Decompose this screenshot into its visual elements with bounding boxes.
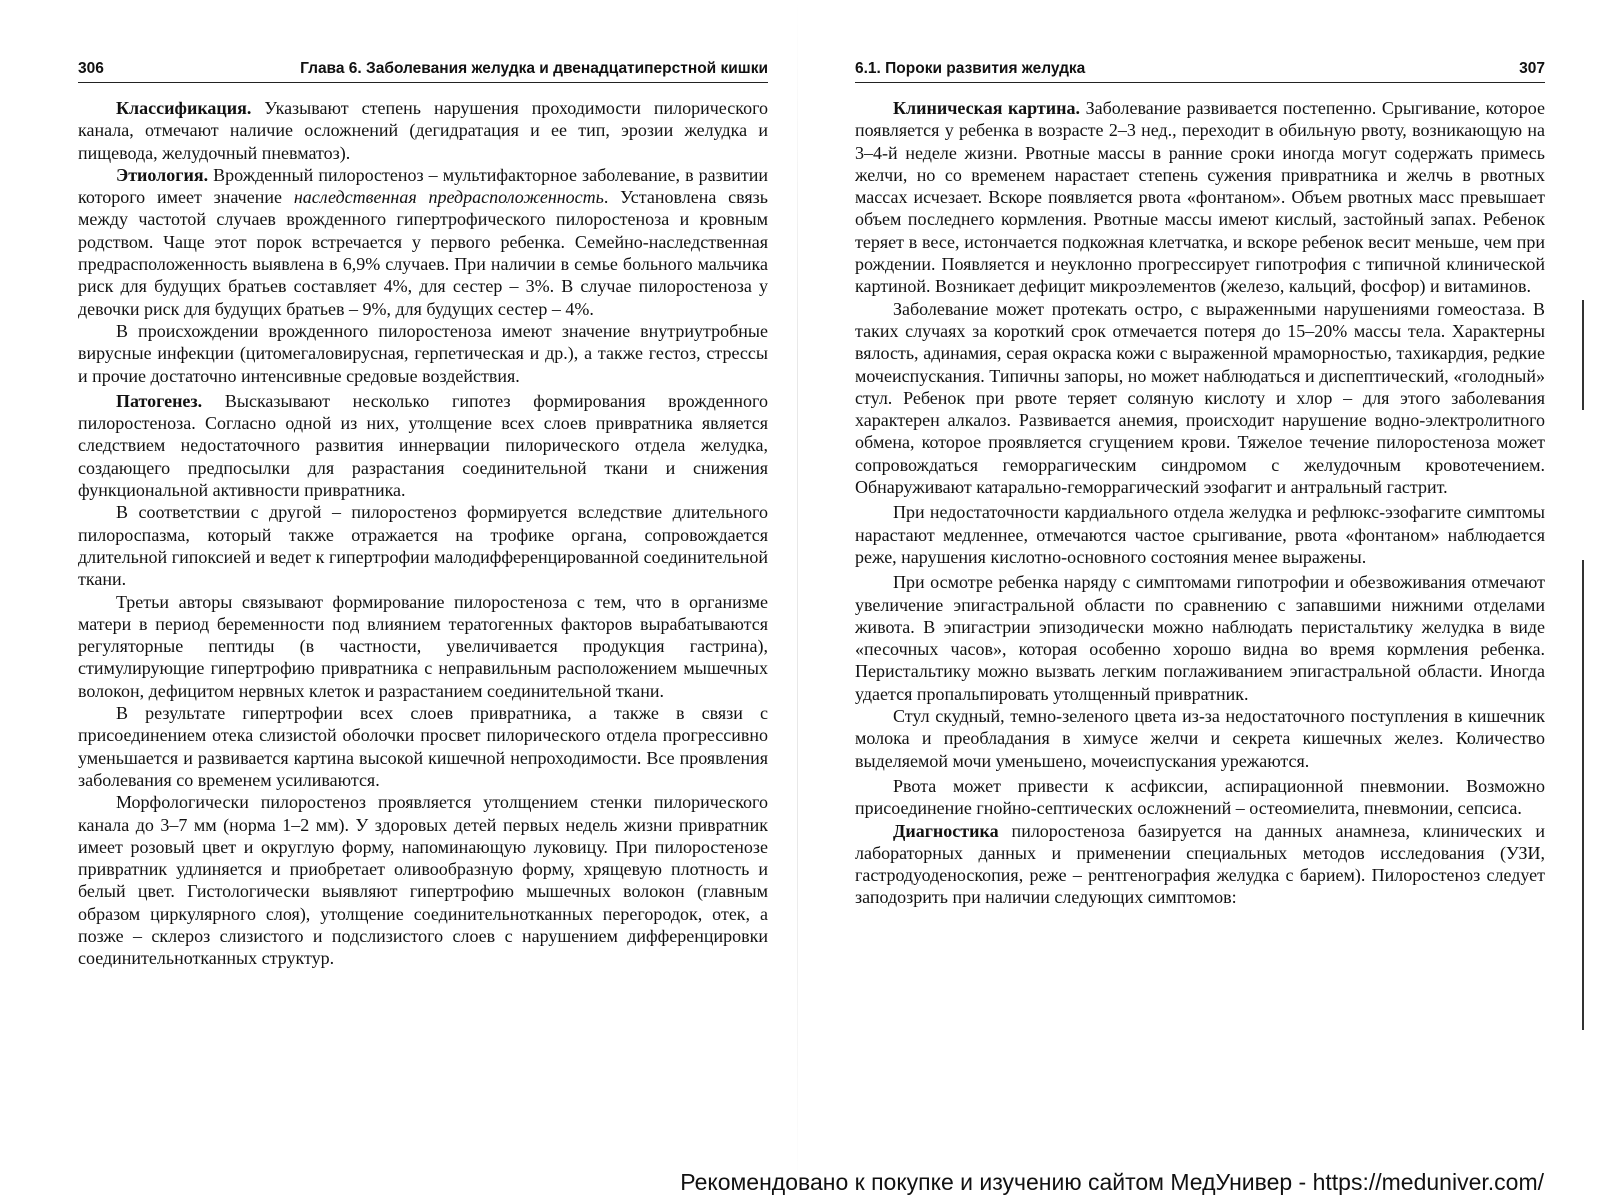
section-title: 6.1. Пороки развития желудка: [855, 60, 1086, 77]
paragraph: Третьи авторы связывают формирование пилоростеноза с тем, что в организме матери в период беременности под влиянием тератогенных факторов вырабатываются регуляторные пептиды (в частности, увеличивается продукция гастрина), стимулирующие гипертрофию привратника с неправильным расположением мышечных волокон, дефицитом нервных клеток и разрастанием соединительной ткани.: [78, 591, 768, 701]
right-page: [855, 60, 1545, 909]
paragraph: В результате гипертрофии всех слоев привратника, а также в связи с присоединением отека слизистой оболочки просвет пилорического отдела прогрессивно уменьшается и развивается картина высокой кишечной непроходимости. Все проявления заболевания со временем усиливаются.: [78, 703, 768, 790]
paragraph-etiology: Этиология. Врожденный пилоростеноз – мультифакторное заболевание, в развитии которого имеет значение наследственная предрасположенность. Установлена связь между частотой случаев врожденного гипертрофического пилоростеноза и кровным родством. Чаще этот порок встречается у первого ребенка. Семейно-наследственная предрасположенность выявлена в 6,9% случаев. При наличии в семье больного мальчика риск для будущих братьев составляет 4%, для сестер – 3%. В случае пилоростеноза у девочки риск для будущих братьев – 9%, для будущих сестер – 4%.: [78, 164, 768, 319]
paragraph: В соответствии с другой – пилоростеноз формируется вследствие длительного пилороспазма, который также отражается на трофике органа, сопровождается длительной гипоксией и ведет к гипертрофии малодифференцированной соединительной ткани.: [78, 502, 768, 590]
margin-mark: [1582, 300, 1584, 410]
paragraph: Стул скудный, темно-зеленого цвета из-за недостаточного поступления в кишечник молока и преобладания в химусе желчи и секрета кишечных желез. Количество выделяемой мочи уменьшено, мочеиспускания урежаются.: [855, 706, 1545, 771]
paragraph-pathogenesis: Патогенез. Высказывают несколько гипотез формирования врожденного пилоростеноза. Согласно одной из них, утолщение всех слоев привратника является следствием недостаточного развития иннервации пилорического отдела желудка, создающего предпосылки для разрастания соединительной ткани и снижения функциональной активности привратника.: [78, 390, 768, 501]
chapter-title: Глава 6. Заболевания желудка и двенадцатиперстной кишки: [300, 60, 768, 77]
paragraph-clinical-picture: Клиническая картина. Заболевание развивается постепенно. Срыгивание, которое появляется у ребенка в возрасте 2–3 нед., переходит в обильную рвоту, возникающую на 3–4-й неделе жизни. Рвотные массы в ранние сроки иногда могут содержать примесь желчи, но со временем нарастает степень сужения привратника и желчь в рвотных массах исчезает. Вскоре появляется рвота «фонтаном». Объем рвотных масс превышает объем последнего кормления. Рвотные массы имеют кислый, застойный запах. Ребенок теряет в весе, истончается подкожная клетчатка, и вскоре ребенок весит меньше, чем при рождении. Появляется и неуклонно прогрессирует гипотрофия с типичной клинической картиной. Возникает дефицит микроэлементов (железо, кальций, фосфор) и витаминов.: [855, 98, 1546, 297]
paragraph: При осмотре ребенка наряду с симптомами гипотрофии и обезвоживания отмечают увеличение эпигастральной области по сравнению с запавшими нижними отделами живота. В эпигастрии эпизодически можно наблюдать перистальтику желудка в виде «песочных часов», которая особенно хорошо видна во время кормления ребенка. Перистальтику можно вызвать легким поглаживанием эпигастральной области. Иногда удается пропальпировать утолщенный привратник.: [855, 572, 1545, 704]
margin-mark: [1582, 560, 1584, 1030]
paragraph: Морфологически пилоростеноз проявляется утолщением стенки пилорического канала до 3–7 мм (норма 1–2 мм). У здоровых детей первых недель жизни привратник имеет розовый цвет и округлую форму, напоминающую луковицу. При пилоростенозе привратник удлиняется и приобретает оливообразную форму, хрящевую плотность и белый цвет. Гистологически выявляют гипертрофию мышечных волокон (главным образом циркулярного слоя), утолщение соединительнотканных перегородок, отек, а позже – склероз слизистого и подслизистого слоев с нарушением дифференцировки соединительнотканных структур.: [78, 792, 768, 969]
paragraph: Заболевание может протекать остро, с выраженными нарушениями гомеостаза. В таких случаях за короткий срок отмечается потеря до 15–20% массы тела. Характерны вялость, адинамия, серая окраска кожи с выраженной мраморностью, тахикардия, редкие мочеиспускания. Типичны запоры, но может наблюдаться и диспептический, «голодный» стул. Ребенок при рвоте теряет соляную кислоту и хлор – для этого заболевания характерен алкалоз. Развивается анемия, происходит нарушение водно-электролитного обмена, которое проявляется сгущением крови. Тяжелое течение пилоростеноза может сопровождаться геморрагическим синдромом с желудочным кровотечением. Обнаруживают катарально-геморрагический эзофагит и антральный гастрит.: [855, 298, 1545, 498]
book-spine-shadow: [797, 0, 798, 1198]
paragraph-diagnostics: Диагностика пилоростеноза базируется на данных анамнеза, клинических и лабораторных данных и применении специальных методов исследования (УЗИ, гастродуоденоскопия, реже – рентгенография желудка с барием). Пилоростеноз следует заподозрить при наличии следующих симптомов:: [855, 820, 1545, 908]
running-head: [78, 60, 768, 83]
paragraph: Рвота может привести к асфиксии, аспирационной пневмонии. Возможно присоединение гнойно-септических осложнений – остеомиелита, пневмонии, сепсиса.: [855, 775, 1545, 819]
recommendation-banner: Рекомендовано к покупке и изучению сайтом МедУнивер - https://meduniver.com/: [680, 1169, 1544, 1195]
paragraph: В происхождении врожденного пилоростеноза имеют значение внутриутробные вирусные инфекции (цитомегаловирусная, герпетическая и др.), а также гестоз, стрессы и прочие достаточно интенсивные средовые воздействия.: [78, 320, 768, 386]
page-number: 306: [78, 60, 104, 77]
paragraph: При недостаточности кардиального отдела желудка и рефлюкс-эзофагите симптомы нарастают медленнее, отмечаются частое срыгивание, рвота «фонтаном» наблюдается реже, нарушения кислотно-основного состояния менее выражены.: [855, 502, 1545, 567]
running-head: [855, 60, 1545, 83]
left-page: [78, 60, 768, 970]
paragraph-classification: Классификация. Указывают степень нарушения проходимости пилорического канала, отмечают наличие осложнений (дегидратация и ее тип, эрозии желудка и пищевода, желудочный пневматоз).: [78, 98, 768, 163]
page-number: 307: [1519, 60, 1545, 77]
